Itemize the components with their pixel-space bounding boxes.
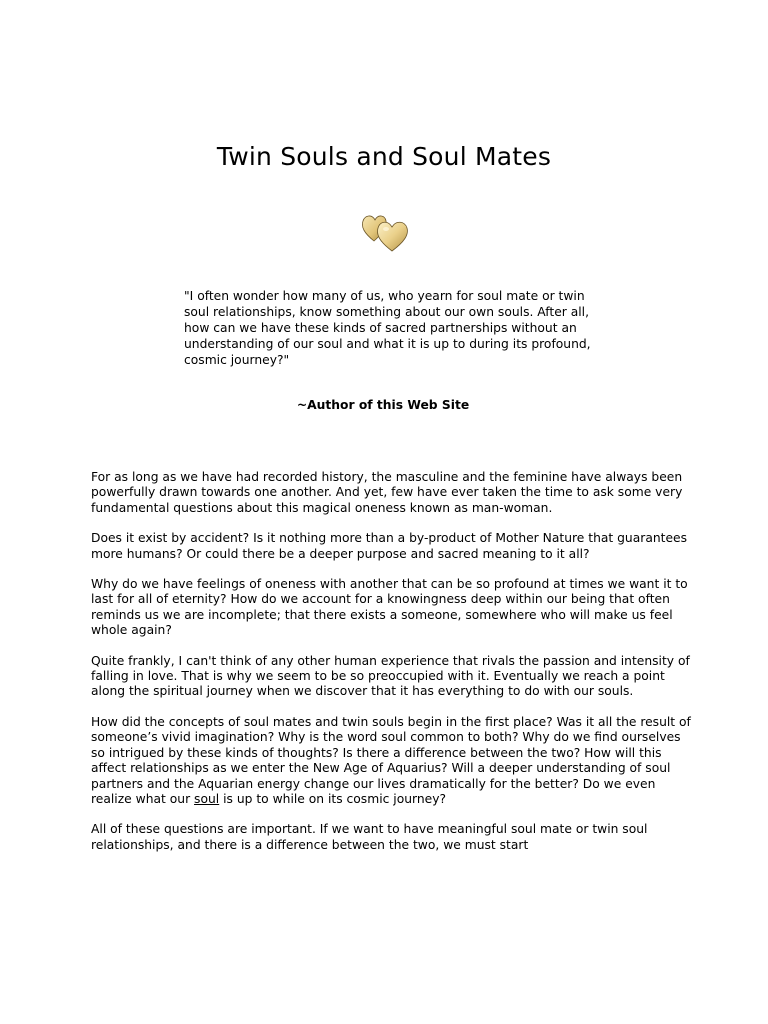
paragraph: Does it exist by accident? Is it nothing more than a by-product of Mother Nature that guarantees more humans? Or could there be a deeper purpose and sacred meaning to it all? [91,531,688,561]
paragraph: Quite frankly, I can't think of any other human experience that rivals the passion and intensity of falling in love. That is why we seem to be so preoccupied with it. Eventually we reach a point along the spiritual journey when we discover that it has everything to do with our souls. [91,653,690,699]
two-hearts-icon [360,211,412,253]
paragraph-text: is up to while on its cosmic journey? [219,791,447,806]
hearts-icon [360,211,412,253]
paragraph-text: How did the concepts of soul mates and twin souls begin in the first place? Was it all the result of someone’s vivid imagination? Why is the word soul common to both? Why do we find ourselves so intrigued by these kinds of thoughts? Is there a difference between the two? How will this affect relationships as we enter the New Age of Aquarius? Will a deeper understanding of soul partners and the Aquarian energy change our lives dramatically for the better? Do we even realize what our [91,714,691,806]
quote-attribution: ~Author of this Web Site [296,398,470,412]
underlined-word-soul: soul [194,791,220,806]
body-text [91,470,691,868]
page-title: Twin Souls and Soul Mates [216,142,552,171]
paragraph: For as long as we have had recorded history, the masculine and the feminine have always been powerfully drawn towards one another. And yet, few have ever taken the time to ask some very fundamental questions about this magical oneness known as man-woman. [91,470,683,515]
epigraph-quote: "I often wonder how many of us, who yearn for soul mate or twin soul relationships, know something about our own souls. After all, how can we have these kinds of sacred partnerships without an understanding of our soul and what it is up to during its profound, cosmic journey?" [184,289,591,367]
paragraph-with-underline [91,715,691,807]
paragraph: All of these questions are important. If we want to have meaningful soul mate or twin soul relationships, and there is a difference between the two, we must start [91,822,648,852]
paragraph: Why do we have feelings of oneness with another that can be so profound at times we want it to last for all of eternity? How do we account for a knowingness deep within our being that often reminds us we are incomplete; that there exists a someone, somewhere who will make us feel whole again? [91,577,688,638]
